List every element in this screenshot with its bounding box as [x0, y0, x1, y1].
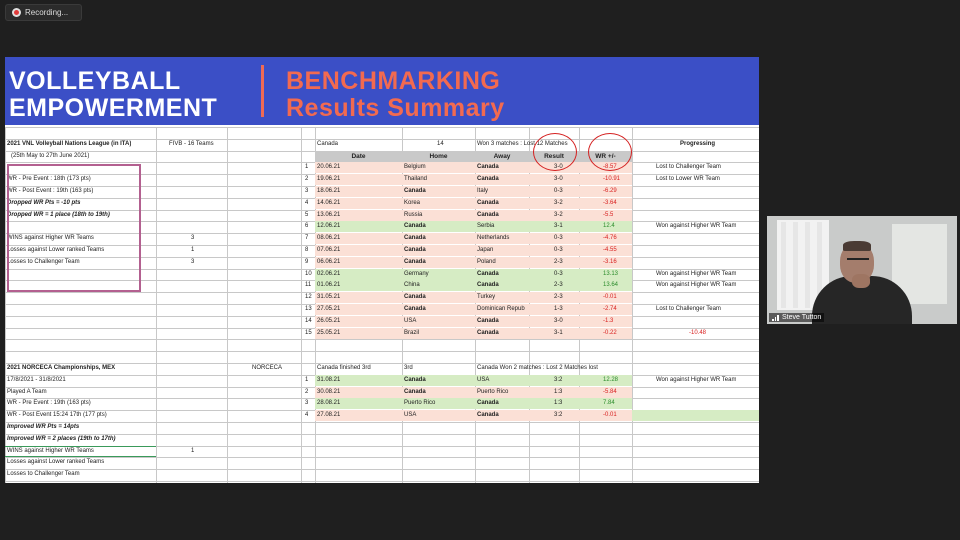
grid-line-right — [301, 339, 759, 340]
match-result: 3-0 — [554, 164, 563, 170]
column-header: Away — [475, 151, 529, 162]
grid-col-right — [301, 127, 302, 483]
match-home: China — [404, 282, 420, 288]
vnl-stat-value: 3 — [191, 259, 195, 265]
match-date: 13.06.21 — [317, 212, 341, 218]
match-away: Canada — [477, 212, 499, 218]
match-away: Canada — [477, 412, 499, 418]
match-date: 07.06.21 — [317, 247, 341, 253]
match-home: Canada — [404, 235, 426, 241]
match-result: 1:3 — [554, 389, 563, 395]
grid-line-right — [301, 481, 759, 482]
match-away: Canada — [477, 164, 499, 170]
vnl-match-count: 14 — [437, 141, 444, 147]
match-wr-change: 13.64 — [603, 282, 619, 288]
match-date: 02.06.21 — [317, 271, 341, 277]
vnl-fivb-label: FIVB - 16 Teams — [169, 141, 214, 147]
result-circle-annotation — [533, 133, 577, 171]
match-date: 12.06.21 — [317, 223, 341, 229]
match-result: 3-0 — [554, 318, 563, 324]
match-wr-change: -10.91 — [603, 176, 621, 182]
match-result: 2-3 — [554, 294, 563, 300]
blind — [781, 222, 786, 308]
grid-col-left — [227, 127, 228, 483]
match-away: Serbia — [477, 223, 495, 229]
grid-line-right — [301, 446, 759, 447]
match-result: 3-2 — [554, 212, 563, 218]
match-wr-change: -6.29 — [603, 188, 617, 194]
vnl-stat-value: 1 — [191, 247, 195, 253]
match-number: 3 — [305, 188, 309, 194]
match-result: 0-3 — [554, 235, 563, 241]
match-home: Thailand — [404, 176, 428, 182]
match-home: USA — [404, 318, 417, 324]
match-result: 3:2 — [554, 412, 563, 418]
match-wr-change: -5.5 — [603, 212, 614, 218]
match-number: 4 — [305, 412, 309, 418]
match-home: Canada — [404, 294, 426, 300]
match-away: Italy — [477, 188, 489, 194]
match-home: Canada — [404, 377, 426, 383]
match-home: Canada — [404, 389, 426, 395]
match-date: 06.06.21 — [317, 259, 341, 265]
match-number: 11 — [305, 282, 312, 288]
grid-line-right — [301, 127, 759, 128]
grid-line-left — [5, 339, 301, 340]
match-home: Germany — [404, 271, 429, 277]
match-progress-note: Won against Higher WR Team — [656, 271, 737, 277]
grid-line-right — [301, 434, 759, 435]
match-wr-change: -4.55 — [603, 247, 617, 253]
video-tile[interactable] — [767, 216, 957, 324]
match-date: 27.08.21 — [317, 412, 341, 418]
grid-line-left — [5, 292, 301, 293]
match-number: 10 — [305, 271, 312, 277]
match-result: 3-2 — [554, 200, 563, 206]
match-home: Canada — [404, 306, 426, 312]
match-date: 14.06.21 — [317, 200, 341, 206]
match-home: Canada — [404, 223, 426, 229]
match-date: 08.06.21 — [317, 235, 341, 241]
norceca-wr-pre: WR - Pre Event : 19th (163 pts) — [7, 400, 91, 406]
norceca-stat-label: Losses to Challenger Team — [7, 471, 80, 477]
match-home: Russia — [404, 212, 423, 218]
match-result: 2-3 — [554, 282, 563, 288]
match-progress-note: -10.48 — [689, 330, 707, 336]
match-number: 12 — [305, 294, 312, 300]
selected-cell-top — [5, 446, 156, 447]
column-header: Result — [529, 151, 579, 162]
match-home: Puerto Rico — [404, 400, 436, 406]
match-home: Korea — [404, 200, 421, 206]
match-progress-note: Won against Higher WR Team — [656, 377, 737, 383]
match-home: Canada — [404, 247, 426, 253]
match-home: Belgium — [404, 164, 426, 170]
progress-header: Progressing — [680, 141, 716, 147]
match-date: 31.05.21 — [317, 294, 341, 300]
participant-name-tag — [769, 313, 824, 322]
match-wr-change: -0.01 — [603, 412, 617, 418]
match-number: 5 — [305, 212, 309, 218]
match-wr-change: -3.16 — [603, 259, 617, 265]
match-result: 0-3 — [554, 188, 563, 194]
column-header: Date — [315, 151, 402, 162]
match-result: 3-1 — [554, 330, 563, 336]
match-away: Dominican Repub — [477, 306, 525, 312]
match-wr-change: -3.64 — [603, 200, 617, 206]
match-progress-note: Lost to Challenger Team — [656, 164, 721, 170]
match-away: Puerto Rico — [477, 389, 509, 395]
match-away: Canada — [477, 271, 499, 277]
match-wr-change: -0.01 — [603, 294, 617, 300]
column-header: Home — [402, 151, 475, 162]
match-wr-change: 7.84 — [603, 400, 615, 406]
match-away: Canada — [477, 318, 499, 324]
match-away: Poland — [477, 259, 496, 265]
match-wr-change: -0.22 — [603, 330, 617, 336]
match-number: 4 — [305, 200, 309, 206]
match-home: Canada — [404, 259, 426, 265]
match-number: 15 — [305, 330, 312, 336]
match-number: 14 — [305, 318, 312, 324]
match-date: 27.05.21 — [317, 306, 341, 312]
banner-left-title: VOLLEYBALL EMPOWERMENT — [9, 67, 218, 122]
match-number: 3 — [305, 400, 309, 406]
vnl-title: 2021 VNL Volleyball Nations League (in ITA) — [7, 141, 132, 147]
match-date: 18.06.21 — [317, 188, 341, 194]
match-result: 0-3 — [554, 271, 563, 277]
match-wr-change: -5.84 — [603, 389, 617, 395]
grid-col-left — [5, 127, 6, 483]
grid-line-left — [5, 162, 301, 163]
vnl-stat-label: WINS against Higher WR Teams — [7, 235, 94, 241]
vnl-team: Canada — [317, 141, 339, 147]
match-number: 1 — [305, 164, 309, 170]
match-number: 2 — [305, 176, 309, 182]
grid-line-right — [301, 422, 759, 423]
match-wr-change: -4.76 — [603, 235, 617, 241]
match-home: Canada — [404, 188, 426, 194]
grid-line-left — [5, 387, 301, 388]
match-number: 2 — [305, 389, 309, 395]
match-away: Japan — [477, 247, 494, 253]
match-home: Brazil — [404, 330, 420, 336]
selected-cell-bottom — [5, 456, 156, 457]
norceca-record: Canada Won 2 matches : Lost 2 Matches lost — [477, 365, 598, 371]
match-away: USA — [477, 377, 490, 383]
match-away: Turkey — [477, 294, 496, 300]
norceca-total-bg — [632, 410, 759, 421]
grid-line-left — [5, 481, 301, 482]
match-progress-note: Won against Higher WR Team — [656, 223, 737, 229]
vnl-wr-pts: Dropped WR Pts = -10 pts — [7, 200, 81, 206]
grid-line-right — [301, 457, 759, 458]
match-result: 3-1 — [554, 223, 563, 229]
vnl-stat-label: Losses against Lower ranked Teams — [7, 247, 105, 253]
match-number: 13 — [305, 306, 312, 312]
grid-line-left — [5, 316, 301, 317]
spreadsheet — [5, 127, 759, 483]
match-progress-note: Lost to Challenger Team — [656, 306, 721, 312]
match-result: 2-3 — [554, 259, 563, 265]
match-result: 1-3 — [554, 306, 563, 312]
banner-divider — [261, 65, 264, 117]
match-date: 30.08.21 — [317, 389, 341, 395]
norceca-stat-label: WINS against Higher WR Teams — [7, 448, 94, 454]
match-result: 3:2 — [554, 377, 563, 383]
vnl-record: Won 3 matches : Lost 12 Matches — [477, 141, 568, 147]
norceca-wr-place: Improved WR = 2 places (19th to 17th) — [7, 436, 116, 442]
match-result: 0-3 — [554, 247, 563, 253]
match-progress-note: Won against Higher WR Team — [656, 282, 737, 288]
recording-indicator[interactable] — [5, 4, 82, 21]
vnl-wr-place: Dropped WR = 1 place (18th to 19th) — [7, 212, 110, 218]
vnl-stat-label: Losses to Challenger Team — [7, 259, 80, 265]
norceca-place: 3rd — [404, 365, 413, 371]
vnl-dates: (25th May to 27th June 2021) — [11, 153, 90, 159]
grid-line-right — [301, 351, 759, 352]
match-wr-change: -2.74 — [603, 306, 617, 312]
match-number: 8 — [305, 247, 309, 253]
norceca-wr-post: WR - Post Event 15:24 17th (177 pts) — [7, 412, 107, 418]
vnl-wr-pre: WR - Pre Event : 18th (173 pts) — [7, 176, 91, 182]
blind — [793, 222, 798, 308]
person-glasses — [847, 258, 869, 265]
vnl-wr-post: WR - Post Event : 19th (163 pts) — [7, 188, 94, 194]
grid-col-right — [632, 127, 633, 483]
grid-col-left — [156, 127, 157, 483]
grid-line-left — [5, 127, 301, 128]
norceca-played: Played A Team — [7, 389, 47, 395]
norceca-title: 2021 NORCECA Championships, MEX — [7, 365, 116, 371]
norceca-stat-label: Losses against Lower ranked Teams — [7, 459, 105, 465]
match-date: 28.08.21 — [317, 400, 341, 406]
match-result: 3-0 — [554, 176, 563, 182]
match-date: 25.05.21 — [317, 330, 341, 336]
grid-line-right — [301, 469, 759, 470]
match-result: 1:3 — [554, 400, 563, 406]
match-number: 7 — [305, 235, 309, 241]
match-progress-note: Lost to Lower WR Team — [656, 176, 720, 182]
match-away: Canada — [477, 176, 499, 182]
recording-icon — [12, 8, 21, 17]
match-away: Netherlands — [477, 235, 510, 241]
match-home: USA — [404, 412, 417, 418]
match-away: Canada — [477, 282, 499, 288]
vnl-stat-value: 3 — [191, 235, 195, 241]
match-date: 01.06.21 — [317, 282, 341, 288]
match-date: 26.05.21 — [317, 318, 341, 324]
match-wr-change: 12.4 — [603, 223, 615, 229]
norceca-tag: NORCECA — [252, 365, 283, 371]
person-hand — [852, 274, 870, 288]
match-date: 19.06.21 — [317, 176, 341, 182]
match-away: Canada — [477, 400, 499, 406]
norceca-stat-value: 1 — [191, 448, 195, 454]
slide-banner — [5, 57, 759, 125]
match-number: 1 — [305, 377, 309, 383]
match-away: Canada — [477, 330, 499, 336]
blind — [805, 222, 810, 308]
match-wr-change: 12.28 — [603, 377, 619, 383]
norceca-wr-pts: Improved WR Pts = 14pts — [7, 424, 80, 430]
match-number: 6 — [305, 223, 309, 229]
grid-line-left — [5, 328, 301, 329]
participant-name: Steve Tutton — [782, 314, 822, 321]
match-number: 9 — [305, 259, 309, 265]
wr-circle-annotation — [588, 133, 632, 171]
match-date: 20.06.21 — [317, 164, 341, 170]
match-away: Canada — [477, 200, 499, 206]
recording-label: Recording... — [25, 8, 69, 17]
signal-bars-icon — [772, 315, 780, 321]
grid-line-left — [5, 351, 301, 352]
match-wr-change: -8.57 — [603, 164, 617, 170]
grid-line-left — [5, 304, 301, 305]
match-wr-change: -1.3 — [603, 318, 614, 324]
match-wr-change: 13.13 — [603, 271, 619, 277]
vnl-highlight-box — [7, 164, 141, 292]
banner-right-title: BENCHMARKING Results Summary — [286, 67, 505, 122]
column-header: WR +/- — [579, 151, 632, 162]
norceca-finished: Canada finished 3rd — [317, 365, 371, 371]
person-hair — [843, 241, 871, 251]
shared-slide — [5, 57, 759, 483]
norceca-dates: 17/8/2021 - 31/8/2021 — [7, 377, 66, 383]
match-date: 31.08.21 — [317, 377, 341, 383]
